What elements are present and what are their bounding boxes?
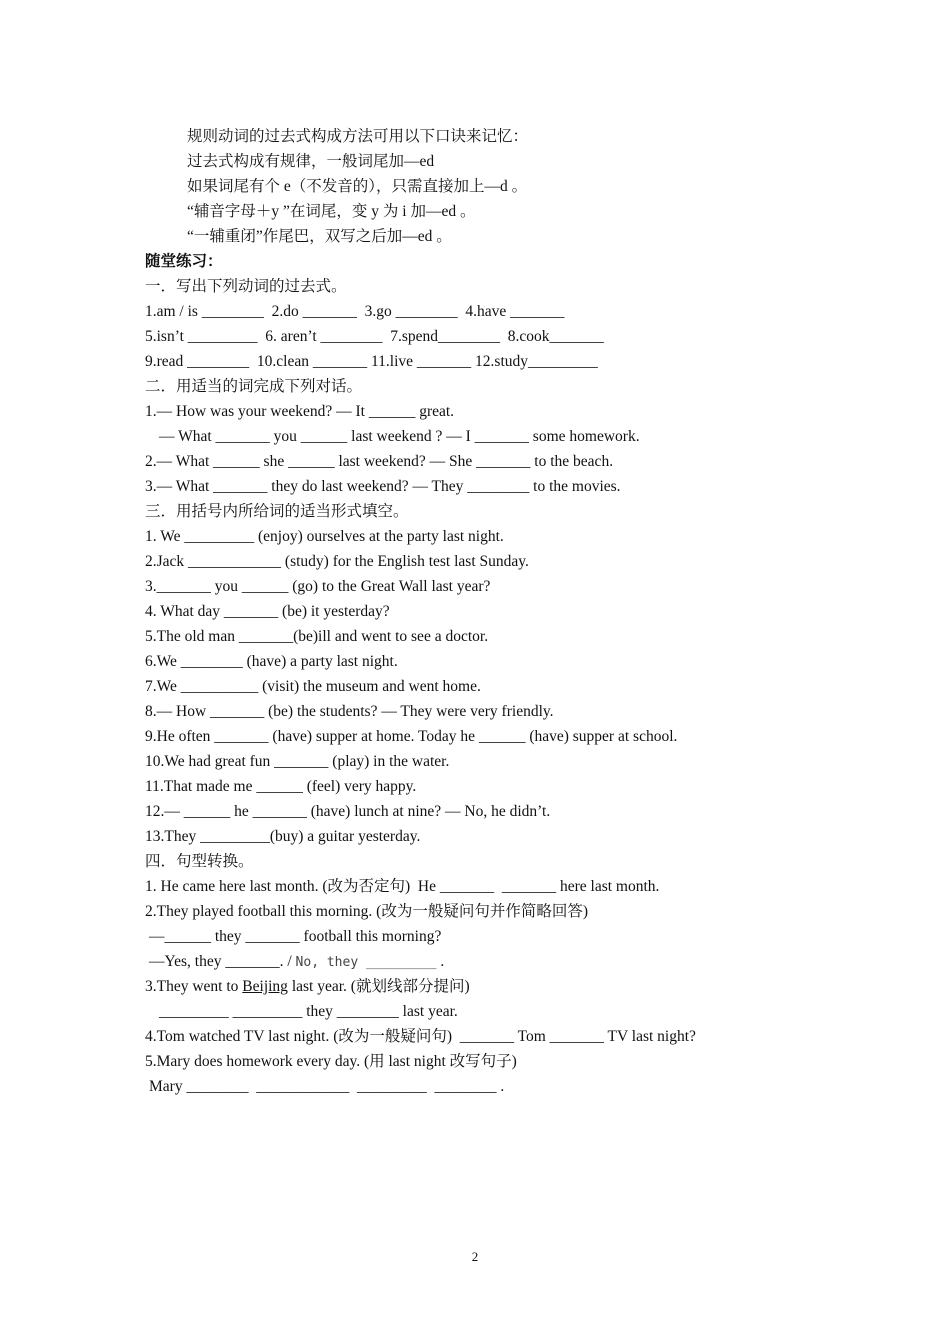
exercise-item: 8.— How _______ (be) the students? — They were very friendly. bbox=[145, 703, 554, 720]
exercise-item: 13.They _________(buy) a guitar yesterday. bbox=[145, 828, 421, 845]
underlined-word: Beijing bbox=[242, 978, 288, 995]
exercise-item bbox=[145, 974, 905, 999]
exercise-item: 7.We __________ (visit) the museum and went home. bbox=[145, 678, 481, 695]
section-title: 二．用适当的词完成下列对话。 bbox=[145, 378, 363, 395]
exercise-item: 1. We _________ (enjoy) ourselves at the party last night. bbox=[145, 528, 504, 545]
exercise-item: 5.Mary does homework every day. (用 last night 改写句子) bbox=[145, 1053, 517, 1070]
exercise-item: 11.That made me ______ (feel) very happy. bbox=[145, 778, 417, 795]
answer-line: _________ _________ they ________ last year. bbox=[159, 1003, 458, 1020]
exercise-item: 1. He came here last month. (改为否定句) He _______ _______ here last month. bbox=[145, 878, 660, 895]
exercise-item: 3._______ you ______ (go) to the Great Wall last year? bbox=[145, 578, 491, 595]
answer-text-end: . bbox=[436, 953, 445, 970]
exercise-item: 6.We ________ (have) a party last night. bbox=[145, 653, 398, 670]
rhyme-line: 过去式构成有规律，一般词尾加—ed bbox=[187, 153, 435, 170]
page-number: 2 bbox=[471, 1249, 479, 1264]
dialogue-line: 2.— What ______ she ______ last weekend? — She _______ to the beach. bbox=[145, 453, 614, 470]
answer-line: —______ they _______ football this morning? bbox=[149, 928, 442, 945]
exercise-item: 2.They played football this morning. (改为一般疑问句并作简略回答) bbox=[145, 903, 588, 920]
exercise-row: 9.read ________ 10.clean _______ 11.live _______ 12.study_________ bbox=[145, 353, 598, 370]
rhyme-line: “辅音字母＋y ”在词尾，变 y 为 i 加—ed 。 bbox=[187, 203, 476, 220]
dialogue-line: 1.— How was your weekend? — It ______ great. bbox=[145, 403, 455, 420]
exercise-item: 4. What day _______ (be) it yesterday? bbox=[145, 603, 390, 620]
item-text: 3.They went to bbox=[145, 978, 243, 995]
item-text: last year. (就划线部分提问) bbox=[287, 978, 470, 995]
exercise-item: 5.The old man _______(be)ill and went to see a doctor. bbox=[145, 628, 489, 645]
dialogue-line: — What _______ you ______ last weekend ? — I _______ some homework. bbox=[159, 428, 640, 445]
dialogue-line: 3.— What _______ they do last weekend? — They ________ to the movies. bbox=[145, 478, 621, 495]
exercise-row: 5.isn’t _________ 6. aren’t ________ 7.spend________ 8.cook_______ bbox=[145, 328, 604, 345]
exercise-item: 12.— ______ he _______ (have) lunch at nine? — No, he didn’t. bbox=[145, 803, 551, 820]
rhyme-line: 如果词尾有个 e（不发音的），只需直接加上—d 。 bbox=[187, 178, 528, 195]
document-body bbox=[145, 124, 905, 1099]
exercise-item: 9.He often _______ (have) supper at home. Today he ______ (have) supper at school. bbox=[145, 728, 678, 745]
answer-text-mono: No, they _________ bbox=[295, 955, 437, 970]
section-title: 一．写出下列动词的过去式。 bbox=[145, 278, 347, 295]
section-title: 三．用括号内所给词的适当形式填空。 bbox=[145, 503, 409, 520]
answer-text: —Yes, they _______. / bbox=[149, 953, 296, 970]
section-title: 四．句型转换。 bbox=[145, 853, 254, 870]
exercise-item: 2.Jack ____________ (study) for the English test last Sunday. bbox=[145, 553, 529, 570]
exercise-item: 4.Tom watched TV last night. (改为一般疑问句) _______ Tom _______ TV last night? bbox=[145, 1028, 696, 1045]
answer-line: Mary ________ ____________ _________ ________ . bbox=[149, 1078, 505, 1095]
exercise-item: 10.We had great fun _______ (play) in the water. bbox=[145, 753, 450, 770]
practice-heading: 随堂练习： bbox=[145, 253, 223, 270]
rhyme-intro: 规则动词的过去式构成方法可用以下口诀来记忆： bbox=[187, 128, 529, 145]
exercise-row: 1.am / is ________ 2.do _______ 3.go ________ 4.have _______ bbox=[145, 303, 565, 320]
rhyme-line: “一辅重闭”作尾巴，双写之后加—ed 。 bbox=[187, 228, 452, 245]
answer-line bbox=[145, 949, 905, 974]
